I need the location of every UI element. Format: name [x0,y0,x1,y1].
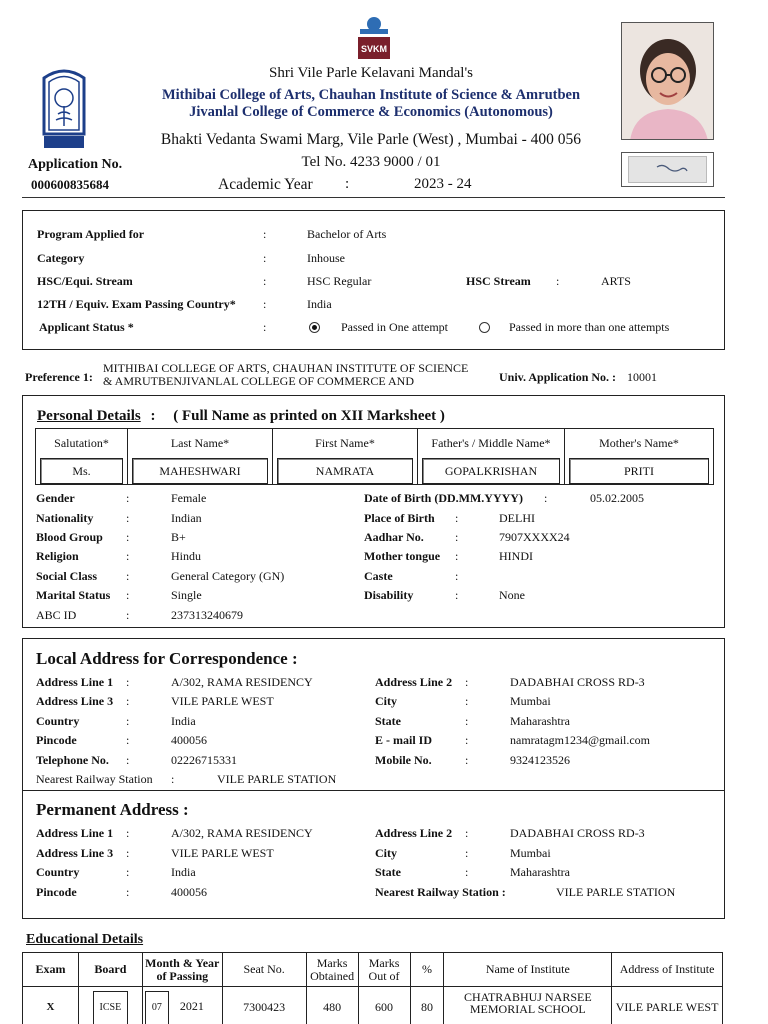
local-email-value: namratagm1234@gmail.com [510,733,651,747]
status-one-attempt-label: Passed in One attempt [341,320,448,334]
local-country-label: Country [36,714,80,728]
category-value: Inhouse [307,251,345,265]
colon: : [465,694,469,708]
perm-pincode-label: Pincode [36,885,77,899]
col-month-year: Month & Year of Passing [142,953,222,987]
marks-out-of-cell: 600 [358,987,410,1024]
colon: : [126,588,130,602]
disability-label: Disability [364,588,414,602]
col-institute-name: Name of Institute [444,953,612,987]
colon: : [126,714,130,728]
educational-details-title: Educational Details [26,932,144,947]
preference-label: Preference 1: [25,370,93,384]
college-tel: Tel No. 4233 9000 / 01 [301,154,441,170]
percent-cell: 80 [410,987,444,1024]
blood-group-value: B+ [171,530,186,544]
perm-address-line1-value: A/302, RAMA RESIDENCY [171,826,313,840]
year-value: 2021 [179,999,204,1013]
salutation-header: Salutation* [54,436,109,450]
perm-railway-label: Nearest Railway Station : [375,885,506,899]
colon: : [126,675,130,689]
col-percent: % [410,953,444,987]
application-no-value: 000600835684 [31,177,109,192]
perm-country-label: Country [36,865,80,879]
mother-tongue-label: Mother tongue [364,549,441,563]
marks-obtained-cell: 480 [306,987,358,1024]
local-telephone-label: Telephone No. [36,753,109,767]
blood-group-label: Blood Group [36,530,103,544]
month-field[interactable]: 07 [145,991,169,1024]
hsc-stream-label: HSC Stream [466,274,531,288]
status-one-attempt-radio[interactable] [309,322,320,333]
board-field[interactable]: ICSE [93,991,129,1024]
seat-no-cell: 7300423 [222,987,306,1024]
univ-application-label: Univ. Application No. : [499,370,617,384]
local-railway-label: Nearest Railway Station [36,772,153,786]
place-of-birth-label: Place of Birth [364,511,435,525]
perm-pincode-value: 400056 [171,885,207,899]
svkm-logo [356,15,392,61]
last-name-header: Last Name* [170,436,230,450]
mother-tongue-value: HINDI [499,549,533,563]
personal-details-colon: : [150,408,156,424]
col-seat-no: Seat No. [222,953,306,987]
mother-name-column [565,429,713,484]
personal-details-title [37,408,445,425]
colon: : [126,753,130,767]
local-mobile-value: 9324123526 [510,753,570,767]
hsc-equi-stream-value: HSC Regular [307,274,372,288]
colon: : [465,753,469,767]
colon: : [126,733,130,747]
perm-address-line2-label: Address Line 2 [375,826,453,840]
board-cell [78,987,142,1024]
local-city-value: Mumbai [510,694,551,708]
colon: : [126,569,130,583]
address-divider [22,790,725,791]
local-telephone-value: 02226715331 [171,753,237,767]
table-row [23,987,723,1024]
last-name-column [128,429,273,484]
perm-address-line2-value: DADABHAI CROSS RD-3 [510,826,645,840]
perm-state-value: Maharashtra [510,865,570,879]
category-label: Category [37,251,85,265]
colon: : [455,511,459,525]
nationality-value: Indian [171,511,202,525]
hsc-stream-value: ARTS [601,274,631,288]
education-header-row [23,953,723,987]
middle-name-column [418,429,565,484]
col-marks-obtained: Marks Obtained [306,953,358,987]
application-no-label: Application No. [28,157,123,172]
program-value: Bachelor of Arts [307,227,387,241]
colon: : [171,772,175,786]
colon: : [263,227,267,241]
local-address-line2-label: Address Line 2 [375,675,453,689]
col-board: Board [78,953,142,987]
colon: : [126,549,130,563]
univ-application-value: 10001 [627,370,657,384]
religion-value: Hindu [171,549,201,563]
colon: : [556,274,560,288]
local-city-label: City [375,694,397,708]
first-name-column [273,429,418,484]
social-class-value: General Category (GN) [171,569,285,583]
applicant-photo [621,22,714,140]
perm-address-line3-label: Address Line 3 [36,846,114,860]
perm-city-label: City [375,846,397,860]
local-address-line3-label: Address Line 3 [36,694,114,708]
first-name-field[interactable]: NAMRATA [277,458,413,484]
org-name: Shri Vile Parle Kelavani Mandal's [269,65,473,81]
college-name-line2: Jivanlal College of Commerce & Economics (Autonomous) [189,104,553,120]
local-address-title: Local Address for Correspondence : [36,649,298,668]
perm-country-value: India [171,865,196,879]
preference-value-line2: & AMRUTBENJIVANLAL COLLEGE OF COMMERCE AND [103,374,415,388]
caste-label: Caste [364,569,393,583]
preference-value [103,362,503,388]
disability-value: None [499,588,525,602]
month-year-cell [142,987,222,1024]
colon: : [465,846,469,860]
colon: : [263,297,267,311]
local-email-label: E - mail ID [375,733,432,747]
education-table [22,952,723,1024]
academic-year-colon: : [345,176,350,192]
academic-year-label: Academic Year [218,176,313,193]
mother-name-header: Mother's Name* [599,436,679,450]
local-railway-value: VILE PARLE STATION [217,772,337,786]
marital-status-value: Single [171,588,202,602]
local-address-line1-label: Address Line 1 [36,675,114,689]
colon: : [465,714,469,728]
colon: : [465,733,469,747]
gender-value: Female [171,491,207,505]
colon: : [263,274,267,288]
local-address-line1-value: A/302, RAMA RESIDENCY [171,675,313,689]
colon: : [465,865,469,879]
col-exam: Exam [23,953,79,987]
perm-state-label: State [375,865,401,879]
academic-year-value: 2023 - 24 [414,176,472,192]
college-name-line1: Mithibai College of Arts, Chauhan Institute of Science & Amrutben [161,87,581,103]
religion-label: Religion [36,549,79,563]
perm-railway-value: VILE PARLE STATION [556,885,676,899]
personal-details-subtitle: ( Full Name as printed on XII Marksheet ) [173,408,445,424]
status-multiple-attempts-label: Passed in more than one attempts [509,320,670,334]
local-state-value: Maharashtra [510,714,570,728]
gender-label: Gender [36,491,75,505]
local-pincode-label: Pincode [36,733,77,747]
passing-country-value: India [307,297,332,311]
hsc-equi-stream-label: HSC/Equi. Stream [37,274,133,288]
last-name-field[interactable]: MAHESHWARI [132,458,268,484]
middle-name-field[interactable]: GOPALKRISHAN [422,458,560,484]
aadhar-label: Aadhar No. [364,530,424,544]
social-class-label: Social Class [36,569,98,583]
colon: : [126,530,130,544]
name-table [35,428,714,485]
colon: : [455,530,459,544]
salutation-field[interactable]: Ms. [40,458,123,484]
col-marks-out-of: Marks Out of [358,953,410,987]
perm-address-line1-label: Address Line 1 [36,826,114,840]
colon: : [465,826,469,840]
passing-country-label: 12TH / Equiv. Exam Passing Country* [37,297,236,311]
dob-value: 05.02.2005 [590,491,644,505]
college-address: Bhakti Vedanta Swami Marg, Vile Parle (West) , Mumbai - 400 056 [160,131,582,148]
marital-status-label: Marital Status [36,588,111,602]
aadhar-value: 7907XXXX24 [499,530,570,544]
colon: : [126,885,130,899]
perm-city-value: Mumbai [510,846,551,860]
svkm-logo-text: SVKM [360,44,388,54]
header-divider [22,197,725,198]
local-address-line2-value: DADABHAI CROSS RD-3 [510,675,645,689]
colon: : [126,826,130,840]
colon: : [126,846,130,860]
status-multiple-attempts-radio[interactable] [479,322,490,333]
abc-id-label: ABC ID [36,608,77,622]
colon: : [455,569,459,583]
colon: : [126,608,130,622]
middle-name-header: Father's / Middle Name* [431,436,551,450]
col-institute-address: Address of Institute [612,953,723,987]
colon: : [263,251,267,265]
permanent-address-title: Permanent Address : [36,800,189,819]
personal-details-heading: Personal Details [37,408,141,424]
institute-name-cell: CHATRABHUJ NARSEE MEMORIAL SCHOOL [444,987,612,1024]
nationality-label: Nationality [36,511,94,525]
applicant-status-label: Applicant Status * [39,320,134,334]
local-state-label: State [375,714,401,728]
local-mobile-label: Mobile No. [375,753,432,767]
exam-cell: X [23,987,79,1024]
program-label: Program Applied for [37,227,145,241]
applicant-signature [621,152,714,187]
colon: : [263,320,267,334]
perm-address-line3-value: VILE PARLE WEST [171,846,274,860]
abc-id-value: 237313240679 [171,608,243,622]
local-address-line3-value: VILE PARLE WEST [171,694,274,708]
college-crest-icon [40,68,88,150]
colon: : [455,588,459,602]
colon: : [126,491,130,505]
local-pincode-value: 400056 [171,733,207,747]
colon: : [455,549,459,563]
colon: : [126,511,130,525]
salutation-column [36,429,128,484]
mother-name-field[interactable]: PRITI [569,458,709,484]
institute-address-cell: VILE PARLE WEST [612,987,723,1024]
colon: : [465,675,469,689]
program-section [22,210,725,350]
first-name-header: First Name* [315,436,375,450]
colon: : [126,694,130,708]
local-country-value: India [171,714,196,728]
colon: : [544,491,548,505]
dob-label: Date of Birth (DD.MM.YYYY) [364,491,523,505]
preference-value-line1: MITHIBAI COLLEGE OF ARTS, CHAUHAN INSTITUTE OF SCIENCE [103,361,469,375]
place-of-birth-value: DELHI [499,511,535,525]
colon: : [126,865,130,879]
